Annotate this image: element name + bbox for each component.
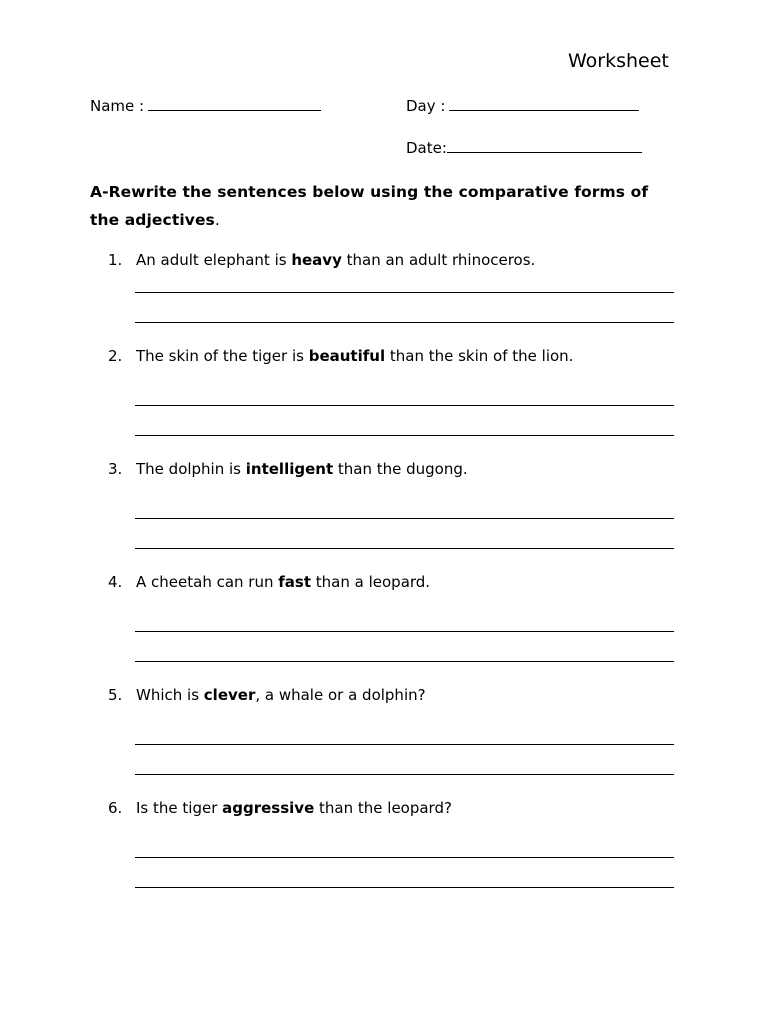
answer-line bbox=[135, 744, 674, 745]
name-label: Name : bbox=[90, 97, 145, 115]
question-number: 2. bbox=[108, 347, 123, 365]
instruction-body: A-Rewrite the sentences below using the comparative forms of the adjectives bbox=[90, 183, 649, 229]
question-adjective: intelligent bbox=[245, 460, 334, 478]
date-field bbox=[406, 138, 642, 157]
question-text-before: An adult elephant is bbox=[136, 251, 292, 269]
question-number: 3. bbox=[108, 460, 123, 478]
question-adjective: beautiful bbox=[308, 347, 386, 365]
question-text-before: Which is bbox=[136, 686, 204, 704]
answer-line bbox=[135, 405, 674, 406]
question-adjective: aggressive bbox=[222, 799, 315, 817]
day-field bbox=[406, 96, 639, 115]
question-5 bbox=[108, 686, 426, 704]
date-blank-line bbox=[447, 138, 642, 153]
day-label: Day : bbox=[406, 97, 446, 115]
question-text-after: than the skin of the lion. bbox=[385, 347, 574, 365]
answer-line bbox=[135, 661, 674, 662]
question-2 bbox=[108, 347, 573, 365]
answer-line bbox=[135, 887, 674, 888]
day-blank-line bbox=[449, 96, 639, 111]
question-4 bbox=[108, 573, 430, 591]
question-text-after: , a whale or a dolphin? bbox=[255, 686, 426, 704]
answer-line bbox=[135, 857, 674, 858]
page-title: Worksheet bbox=[568, 50, 669, 72]
instruction-text bbox=[90, 178, 680, 234]
answer-line bbox=[135, 518, 674, 519]
question-text-after: than an adult rhinoceros. bbox=[341, 251, 536, 269]
name-field bbox=[90, 96, 321, 115]
date-label: Date: bbox=[406, 139, 447, 157]
question-number: 6. bbox=[108, 799, 123, 817]
question-text-before: Is the tiger bbox=[136, 799, 223, 817]
question-number: 4. bbox=[108, 573, 123, 591]
answer-line bbox=[135, 548, 674, 549]
question-text-before: The skin of the tiger is bbox=[136, 347, 309, 365]
question-adjective: heavy bbox=[291, 251, 342, 269]
question-number: 5. bbox=[108, 686, 123, 704]
question-1 bbox=[108, 251, 535, 269]
answer-line bbox=[135, 774, 674, 775]
question-text-after: than the leopard? bbox=[314, 799, 452, 817]
answer-line bbox=[135, 292, 674, 293]
question-adjective: clever bbox=[203, 686, 256, 704]
answer-line bbox=[135, 435, 674, 436]
question-text-after: than the dugong. bbox=[333, 460, 468, 478]
question-number: 1. bbox=[108, 251, 123, 269]
question-3 bbox=[108, 460, 468, 478]
question-text-after: than a leopard. bbox=[311, 573, 431, 591]
answer-line bbox=[135, 631, 674, 632]
question-text-before: The dolphin is bbox=[136, 460, 246, 478]
name-blank-line bbox=[148, 96, 321, 111]
instruction-period: . bbox=[214, 211, 220, 229]
question-text-before: A cheetah can run bbox=[136, 573, 279, 591]
question-adjective: fast bbox=[278, 573, 312, 591]
answer-line bbox=[135, 322, 674, 323]
question-6 bbox=[108, 799, 452, 817]
